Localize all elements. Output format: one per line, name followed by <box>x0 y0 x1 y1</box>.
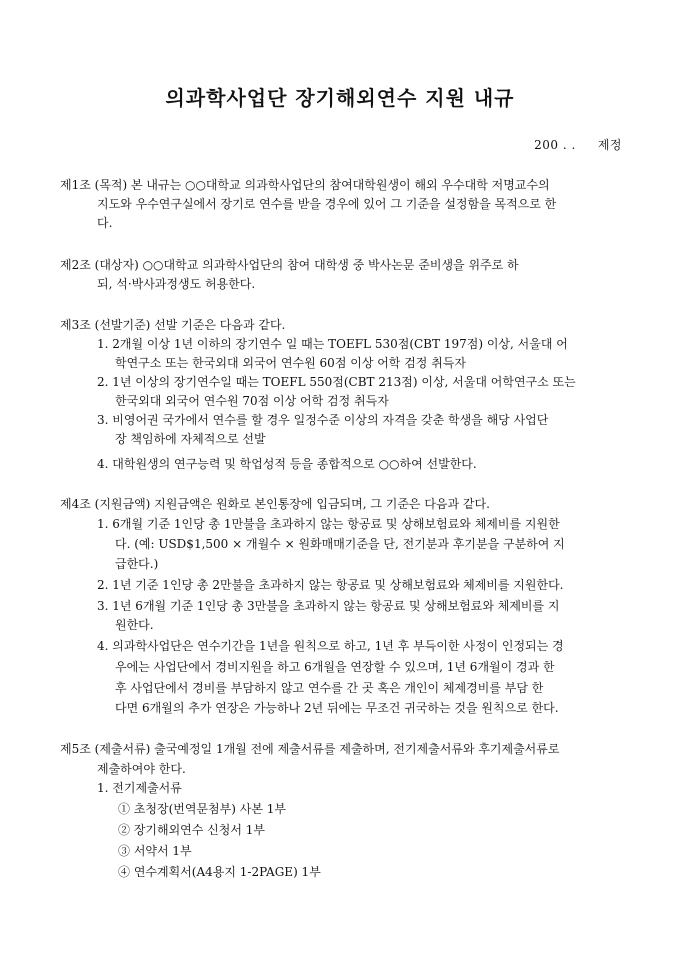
article-1-line: 지도와 우수연구실에서 장기로 연수를 받을 경우에 있어 그 기준을 설정함을 목적으로 한 <box>97 197 557 211</box>
article-4-item-1: 1. 6개월 기준 1인당 총 1만불을 초과하지 않는 항공료 및 상해보험료와 체제비를 지원한 <box>97 517 560 531</box>
document-list-item: ③ 서약서 1부 <box>118 844 192 858</box>
article-5-heading: 제5조 (제출서류) 출국예정일 1개월 전에 제출서류를 제출하며, 전기제출서류와 후기제출서류로 <box>60 742 560 756</box>
date-value: 200 . . <box>534 138 576 152</box>
article-3-item-2: 2. 1년 이상의 장기연수일 때는 TOEFL 550점(CBT 213점) 이상, 서울대 어학연구소 또는 <box>97 375 576 389</box>
article-1-heading: 제1조 (목적) 본 내규는 ○○대학교 의과학사업단의 참여대학원생이 해외 우수대학 저명교수의 <box>60 178 550 192</box>
article-3-item-3-cont: 장 책임하에 자체적으로 선발 <box>115 432 266 446</box>
article-2-heading: 제2조 (대상자) ○○대학교 의과학사업단의 참여 대학생 중 박사논문 준비생을 위주로 하 <box>60 258 519 272</box>
article-3-item-1-cont: 학연구소 또는 한국외대 외국어 연수원 60점 이상 어학 검정 취득자 <box>115 356 466 370</box>
article-4-item-1-cont: 급한다.) <box>115 557 159 571</box>
enactment-date <box>534 136 622 153</box>
document-list-item: ④ 연수계획서(A4용지 1-2PAGE) 1부 <box>118 865 321 879</box>
article-4-item-4-cont: 후 사업단에서 경비를 부담하지 않고 연수를 간 곳 혹은 개인이 체제경비를 부담 한 <box>115 681 544 695</box>
article-4-item-3-cont: 원한다. <box>115 618 154 632</box>
article-4-item-4: 4. 의과학사업단은 연수기간을 1년을 원칙으로 하고, 1년 후 부득이한 사정이 인정되는 경 <box>97 639 564 653</box>
article-3-item-4: 4. 대학원생의 연구능력 및 학업성적 등을 종합적으로 ○○하여 선발한다. <box>97 457 477 471</box>
article-4-heading: 제4조 (지원금액) 지원금액은 원화로 본인통장에 입금되며, 그 기준은 다음과 같다. <box>60 497 490 511</box>
article-3-item-1: 1. 2개월 이상 1년 이하의 장기연수 일 때는 TOEFL 530점(CBT 197점) 이상, 서울대 어 <box>97 337 568 351</box>
article-4-item-4-cont: 다면 6개월의 추가 연장은 가능하나 2년 뒤에는 무조건 귀국하는 것을 원칙으로 한다. <box>115 701 559 715</box>
document-title: 의과학사업단 장기해외연수 지원 내규 <box>165 86 515 110</box>
article-3-heading: 제3조 (선발기준) 선발 기준은 다음과 같다. <box>60 318 286 332</box>
article-3-item-2-cont: 한국외대 외국어 연수원 70점 이상 어학 검정 취득자 <box>115 394 389 408</box>
article-3-item-3: 3. 비영어권 국가에서 연수를 할 경우 일정수준 이상의 자격을 갖춘 학생을 해당 사업단 <box>97 413 549 427</box>
article-5-line: 제출하여야 한다. <box>97 762 186 776</box>
document-list-item: ② 장기해외연수 신청서 1부 <box>118 823 265 837</box>
article-4-item-3: 3. 1년 6개월 기준 1인당 총 3만불을 초과하지 않는 항공료 및 상해보험료와 체제비를 지 <box>97 599 560 613</box>
enactment-label: 제정 <box>597 138 622 152</box>
article-2-line: 되, 석·박사과정생도 허용한다. <box>97 277 256 291</box>
document-list-item: ① 초청장(번역문첨부) 사본 1부 <box>118 802 286 816</box>
article-1-line: 다. <box>97 216 113 230</box>
article-4-item-4-cont: 우에는 사업단에서 경비지원을 하고 6개월을 연장할 수 있으며, 1년 6개월이 경과 한 <box>115 660 555 674</box>
article-4-item-2: 2. 1년 기준 1인당 총 2만불을 초과하지 않는 항공료 및 상해보험료와 체제비를 지원한다. <box>97 578 564 592</box>
article-4-item-1-cont: 다. (예: USD$1,500 × 개월수 × 원화매매기준을 단, 전기분과 후기분을 구분하여 지 <box>115 537 565 551</box>
article-5-item-1: 1. 전기제출서류 <box>97 781 182 795</box>
